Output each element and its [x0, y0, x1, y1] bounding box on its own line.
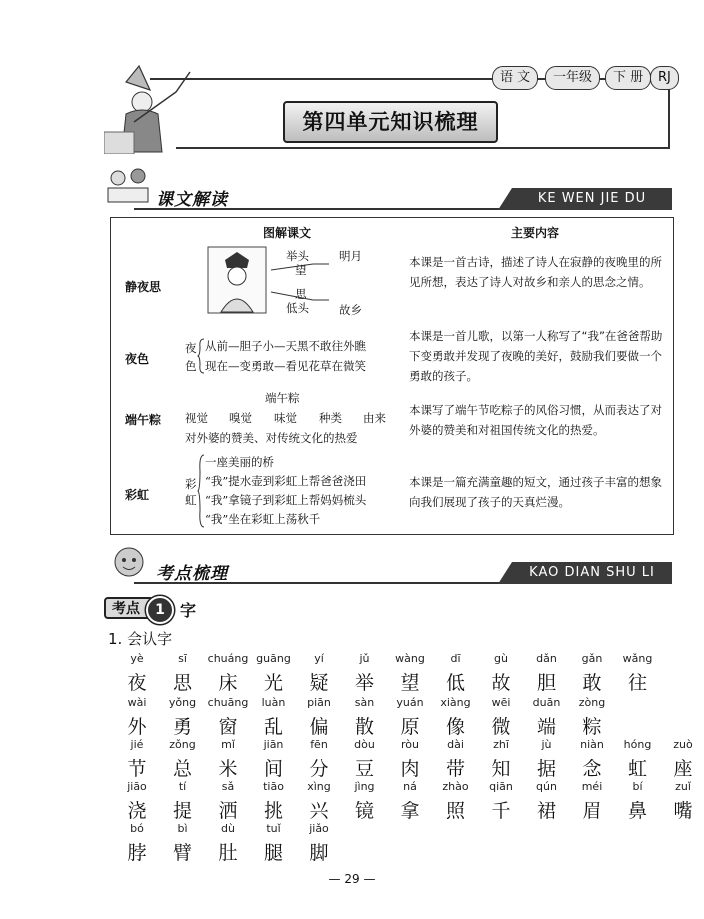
hanzi: 偏	[309, 716, 329, 738]
pinyin: dài	[447, 738, 464, 751]
pinyin: gǎn	[581, 652, 603, 665]
section-banner-kaodian	[104, 554, 672, 584]
grade-tag: 一年级	[545, 66, 600, 90]
pinyin: ròu	[401, 738, 419, 751]
lesson-summary: 本课是一篇充满童趣的短文，通过孩子丰富的想象向我们展现了孩子的天真烂漫。	[409, 475, 662, 509]
brace	[197, 454, 205, 528]
pinyin: wài	[127, 696, 147, 709]
hanzi: 床	[218, 672, 238, 694]
hanzi: 举	[354, 672, 374, 694]
section-pinyin: KE WEN JIE DU	[512, 188, 672, 210]
pinyin: zhī	[493, 738, 509, 751]
pinyin: yí	[314, 652, 324, 665]
hanzi: 照	[445, 800, 465, 822]
hanzi: 光	[263, 672, 283, 694]
pinyin: méi	[581, 780, 603, 793]
section-title: 课文解读	[156, 190, 228, 210]
pinyin: wēi	[491, 696, 511, 709]
pinyin: duān	[532, 696, 561, 709]
subheading: 1. 会认字	[108, 630, 173, 648]
hanzi: 兴	[309, 800, 329, 822]
section-title: 考点梳理	[156, 564, 228, 584]
hanzi: 裙	[536, 800, 556, 822]
hanzi: 微	[491, 716, 511, 738]
page-title: 第四单元知识梳理	[283, 101, 498, 143]
hanzi: 间	[263, 758, 283, 780]
kaodian-number: 1	[146, 596, 174, 624]
col-header-illustration: 图解课文	[263, 226, 312, 240]
pinyin: wǎng	[622, 652, 653, 665]
hanzi: 米	[218, 758, 238, 780]
pinyin: jiǎo	[309, 822, 329, 835]
hanzi: 据	[536, 758, 556, 780]
fishing-boy-illustration	[104, 62, 194, 154]
volume-tag: 下 册	[605, 66, 651, 90]
hanzi: 外	[127, 716, 147, 738]
pinyin: gù	[494, 652, 508, 665]
lesson-summary: 本课写了端午节吃粽子的风俗习惯，从而表达了对外婆的赞美和对祖国传统文化的热爱。	[409, 403, 662, 437]
hanzi: 洒	[218, 800, 238, 822]
pinyin: piān	[307, 696, 331, 709]
pinyin: ná	[403, 780, 417, 793]
hanzi: 思	[172, 672, 192, 694]
pinyin: wàng	[395, 652, 425, 665]
pinyin: mǐ	[221, 738, 235, 751]
brace	[197, 338, 205, 374]
pinyin: dǎn	[536, 652, 557, 665]
hanzi: 千	[491, 800, 511, 822]
edition-tag: RJ	[650, 66, 679, 90]
kaodian-label: 考点	[104, 597, 154, 619]
hanzi: 原	[400, 716, 420, 738]
hanzi: 镜	[354, 800, 374, 822]
pinyin: tí	[178, 780, 187, 793]
hanzi: 节	[127, 758, 147, 780]
hanzi: 像	[445, 716, 465, 738]
pinyin: chuāng	[207, 696, 249, 709]
hanzi: 乱	[263, 716, 283, 738]
hanzi: 腿	[263, 842, 283, 864]
lesson-name: 彩虹	[125, 488, 150, 502]
hanzi: 臂	[172, 842, 192, 864]
pinyin: xiàng	[440, 696, 471, 709]
pinyin: yè	[130, 652, 144, 665]
hanzi-row	[118, 712, 678, 738]
pinyin: sàn	[354, 696, 375, 709]
pinyin: sǎ	[221, 780, 235, 793]
pinyin: jiān	[263, 738, 284, 751]
hanzi: 肉	[400, 758, 420, 780]
pinyin: zǒng	[169, 738, 196, 751]
hanzi: 知	[491, 758, 511, 780]
pinyin: qiān	[489, 780, 513, 793]
hanzi: 挑	[263, 800, 283, 822]
hanzi: 端	[536, 716, 556, 738]
pinyin: niàn	[580, 738, 604, 751]
pinyin: jiāo	[127, 780, 147, 793]
section-banner-kewen	[104, 180, 672, 210]
pinyin: dòu	[354, 738, 375, 751]
pinyin: chuáng	[207, 652, 249, 665]
hanzi: 嘴	[673, 800, 693, 822]
pinyin: zhào	[442, 780, 469, 793]
header-frame-bottom	[176, 147, 670, 149]
pinyin: sī	[178, 652, 187, 665]
lesson-table: 图解课文 主要内容 静夜思 举头 望 明月 思 低头 故乡 本课是一首古诗，描述了诗人在寂静的夜晚里的所见所想，表达了诗人对故乡和亲人的思念之情。 夜色 夜 色 从前—胆子小—天黑不敢往外瞧 现在—变勇敢—看见花草在微笑 本课是一首儿歌，以第一人称写了“我”在爸爸帮助下变勇敢并发现了夜晚的美好，鼓励我们要做一个勇敢的孩子。 端午粽 端午粽 视觉 嗅觉 味觉 种类 由来 对外婆的赞美、对传统文化的热爱 本课写了端午节吃粽子的风俗习惯，从而表达了对外婆的赞美和对祖国传统文化的热爱。 彩虹 彩 虹 一座美丽的桥 “我”提水壶到彩虹上帮爸爸浇田 “我”拿镜子到彩虹上帮妈妈梳头 “我”坐在彩虹上荡秋千 本课是一篇充满童趣的短文，通过孩子丰富的想象向我们展现了孩子的天真烂漫。	[110, 217, 674, 535]
pinyin: zuǐ	[675, 780, 691, 793]
hanzi-row	[118, 668, 678, 694]
kaodian-text: 字	[180, 601, 197, 620]
pinyin: dī	[450, 652, 461, 665]
hanzi: 鼻	[627, 800, 647, 822]
pinyin: jié	[130, 738, 144, 751]
hanzi-row	[118, 796, 693, 822]
pinyin: yuán	[396, 696, 424, 709]
hanzi: 座	[673, 758, 693, 780]
section-pinyin: KAO DIAN SHU LI	[512, 562, 672, 584]
hanzi: 低	[445, 672, 465, 694]
pinyin: zuò	[673, 738, 693, 751]
pinyin: zòng	[578, 696, 606, 709]
pinyin: jù	[541, 738, 552, 751]
lesson-summary: 本课是一首儿歌，以第一人称写了“我”在爸爸帮助下变勇敢并发现了夜晚的美好，鼓励我们要做一个勇敢的孩子。	[409, 329, 663, 383]
hanzi: 敢	[582, 672, 602, 694]
hanzi: 窗	[218, 716, 238, 738]
hanzi: 往	[627, 672, 647, 694]
subject-tag: 语 文	[492, 66, 538, 90]
pinyin: xìng	[307, 780, 331, 793]
pinyin: tuǐ	[266, 822, 281, 835]
hanzi: 胆	[536, 672, 556, 694]
hanzi: 勇	[172, 716, 192, 738]
col-header-content: 主要内容	[511, 226, 560, 240]
hanzi: 散	[354, 716, 374, 738]
pinyin: bì	[177, 822, 188, 835]
hanzi: 眉	[582, 800, 602, 822]
hanzi: 总	[172, 758, 192, 780]
hanzi: 望	[400, 672, 420, 694]
pinyin: jìng	[354, 780, 375, 793]
pinyin: guāng	[256, 652, 291, 665]
hanzi: 故	[491, 672, 511, 694]
lesson-name: 夜色	[125, 352, 150, 366]
hanzi: 带	[445, 758, 465, 780]
hanzi: 疑	[309, 672, 329, 694]
hanzi-row	[118, 838, 678, 864]
pinyin: qún	[536, 780, 557, 793]
hanzi: 虹	[627, 758, 647, 780]
hanzi: 念	[582, 758, 602, 780]
lesson-summary: 本课是一首古诗，描述了诗人在寂静的夜晚里的所见所想，表达了诗人对故乡和亲人的思念之情。	[409, 255, 662, 289]
hanzi-row	[118, 754, 693, 780]
pinyin: yǒng	[168, 696, 197, 709]
poet-portrait	[207, 246, 267, 314]
hanzi: 脖	[127, 842, 147, 864]
pinyin: dù	[221, 822, 235, 835]
hanzi: 提	[172, 800, 192, 822]
pinyin: hóng	[623, 738, 652, 751]
hanzi: 粽	[582, 716, 602, 738]
lesson-name: 静夜思	[125, 280, 162, 294]
hanzi: 拿	[400, 800, 420, 822]
lesson-name: 端午粽	[125, 413, 162, 427]
page-number: — 29 —	[328, 872, 376, 886]
pinyin: bó	[130, 822, 144, 835]
pinyin: tiāo	[263, 780, 284, 793]
hanzi: 浇	[127, 800, 147, 822]
pinyin: jǔ	[359, 652, 370, 665]
pinyin: luàn	[261, 696, 286, 709]
hanzi: 夜	[127, 672, 147, 694]
pinyin: fēn	[310, 738, 328, 751]
hanzi: 脚	[309, 842, 329, 864]
hanzi: 肚	[218, 842, 238, 864]
hanzi: 分	[309, 758, 329, 780]
pinyin: bí	[632, 780, 643, 793]
hanzi: 豆	[354, 758, 374, 780]
